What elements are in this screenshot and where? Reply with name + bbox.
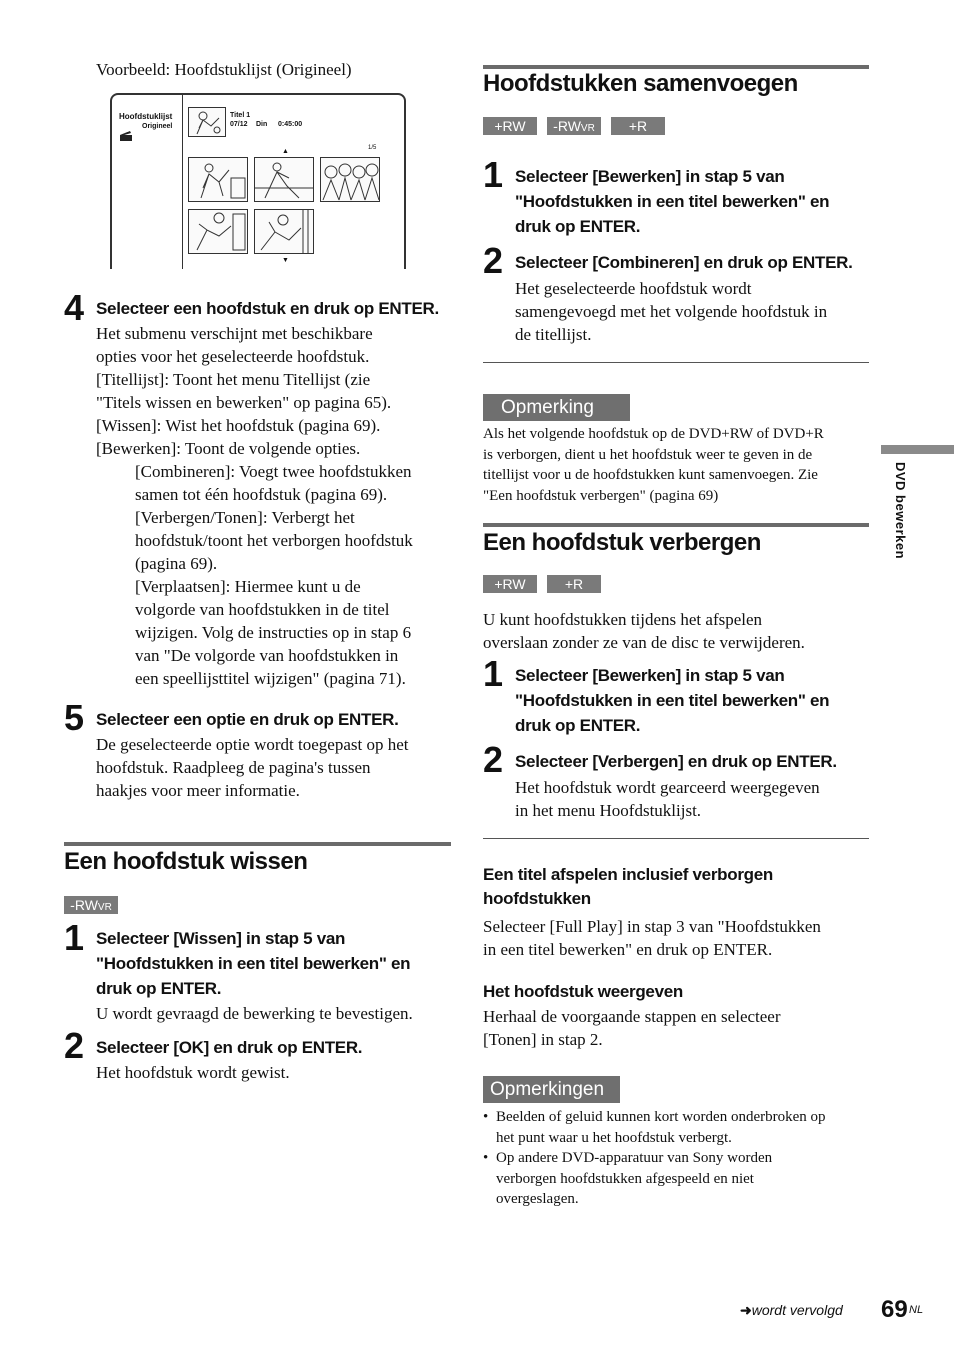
text-line: [Wissen]: Wist het hoofdstuk (pagina 69). xyxy=(96,416,381,435)
step-body xyxy=(515,277,875,346)
step-title xyxy=(96,926,410,1001)
text-line: Het submenu verschijnt met beschikbare xyxy=(96,324,373,343)
screen-subtitle: Origineel xyxy=(142,123,173,130)
text-line: volgorde van hoofdstukken in de titel xyxy=(135,600,390,619)
continued-text: wordt vervolgd xyxy=(751,1302,843,1318)
chapter-thumbnail[interactable] xyxy=(188,157,248,202)
text-line: Selecteer [Wissen] in stap 5 van xyxy=(96,929,346,948)
step-number: 1 xyxy=(483,154,504,195)
title-thumbnail[interactable] xyxy=(188,107,226,137)
text-line: (pagina 69). xyxy=(135,554,218,573)
text-line: hoofdstukken xyxy=(483,889,591,908)
text-line: Selecteer [Bewerken] in stap 5 van xyxy=(515,167,785,186)
text-line: druk op ENTER. xyxy=(515,716,641,735)
note-label: Opmerking xyxy=(483,394,630,421)
step-body: U wordt gevraagd de bewerking te bevestigen. xyxy=(96,1004,413,1023)
bullet-item xyxy=(483,1107,873,1148)
text-line: "Hoofdstukken in een titel bewerken" en xyxy=(96,954,411,973)
step-body xyxy=(515,776,875,822)
text-line: overslaan zonder ze van de disc te verwijderen. xyxy=(483,633,805,652)
note-body xyxy=(483,424,873,506)
section-heading: Hoofdstukken samenvoegen xyxy=(483,70,798,97)
text-line: [Combineren]: Voegt twee hoofdstukken xyxy=(135,462,412,481)
scroll-down-icon[interactable]: ▼ xyxy=(282,256,289,264)
disc-badge-plusr: +R xyxy=(547,575,601,593)
step-body: Het hoofdstuk wordt gewist. xyxy=(96,1063,290,1082)
text-line: samengevoegd met het volgende hoofdstuk in xyxy=(515,302,828,321)
disc-badge-plusr: +R xyxy=(611,117,665,135)
step-number: 5 xyxy=(64,697,85,738)
text-line: Beelden of geluid kunnen kort worden onderbroken op xyxy=(496,1109,826,1125)
text-line: [Bewerken]: Toont de volgende opties. xyxy=(96,439,361,458)
continued-note xyxy=(740,1302,843,1319)
text-line: Herhaal de voorgaande stappen en selecteer xyxy=(483,1007,781,1026)
section-heading: Een hoofdstuk verbergen xyxy=(483,529,761,556)
text-line: hoofdstuk. Raadpleeg de pagina's tussen xyxy=(96,758,371,777)
text-line: samen tot één hoofdstuk (pagina 69). xyxy=(135,485,388,504)
text-line: het punt waar u het hoofdstuk verbergt. xyxy=(496,1129,732,1146)
bullet-icon: • xyxy=(483,1150,489,1166)
text-line: U kunt hoofdstukken tijdens het afspelen xyxy=(483,610,763,629)
divider xyxy=(483,362,869,363)
chapter-thumbnail[interactable] xyxy=(254,157,314,202)
step-number: 1 xyxy=(64,917,85,958)
sub-body xyxy=(483,1005,873,1051)
text-line: Selecteer [Bewerken] in stap 5 van xyxy=(515,666,785,685)
step-title: Selecteer [Combineren] en druk op ENTER. xyxy=(515,253,853,272)
step-title: Selecteer een hoofdstuk en druk op ENTER. xyxy=(96,299,439,318)
badge-sub: VR xyxy=(580,123,595,134)
text-line: opties voor het geselecteerde hoofdstuk. xyxy=(96,347,370,366)
text-line: Als het volgende hoofdstuk op de DVD+RW of DVD+R xyxy=(483,426,824,442)
subheading xyxy=(483,863,773,911)
step-title: Selecteer een optie en druk op ENTER. xyxy=(96,710,399,729)
section-rule xyxy=(483,523,869,527)
side-tab xyxy=(888,462,908,582)
chapter-thumbnail[interactable] xyxy=(254,209,314,254)
text-line: druk op ENTER. xyxy=(515,217,641,236)
text-line: in een titel bewerken" en druk op ENTER. xyxy=(483,940,773,959)
text-line: Het hoofdstuk wordt gearceerd weergegeven xyxy=(515,778,820,797)
text-line: titellijst voor u de hoofdstukken kunt samenvoegen. Zie xyxy=(483,467,818,483)
edit-icon xyxy=(119,129,133,141)
text-line: [Tonen] in stap 2. xyxy=(483,1030,603,1049)
screen-title: Hoofdstuklijst xyxy=(119,112,173,121)
step-number: 2 xyxy=(483,240,504,281)
step-body xyxy=(96,733,456,802)
chapter-thumbnail[interactable] xyxy=(320,157,380,202)
side-tab-label: DVD bewerken xyxy=(893,462,908,560)
text-line: De geselecteerde optie wordt toegepast op het xyxy=(96,735,409,754)
title-name: Titel 1 xyxy=(230,112,251,119)
step-body xyxy=(96,322,456,690)
disc-badge-plusrw: +RW xyxy=(483,117,537,135)
figure-caption: Voorbeeld: Hoofdstuklijst (Origineel) xyxy=(96,60,352,79)
arrow-right-icon: ➜ xyxy=(740,1302,752,1318)
section-intro xyxy=(483,608,873,654)
section-heading: Een hoofdstuk wissen xyxy=(64,848,308,875)
badge-sub: VR xyxy=(97,902,112,913)
chapter-list-screen xyxy=(110,93,406,269)
text-line: de titellijst. xyxy=(515,325,592,344)
text-line: "Een hoofdstuk verbergen" (pagina 69) xyxy=(483,487,719,504)
text-line: Een titel afspelen inclusief verborgen xyxy=(483,865,773,884)
text-line: hoofdstuk/toont het verborgen hoofdstuk xyxy=(135,531,413,550)
step-number: 4 xyxy=(64,287,85,328)
text-line: Op andere DVD-apparatuur van Sony worden xyxy=(496,1150,773,1166)
chapter-thumbnail[interactable] xyxy=(188,209,248,254)
section-rule xyxy=(64,842,451,846)
text-line: Selecteer [Full Play] in stap 3 van "Hoofdstukken xyxy=(483,917,821,936)
subheading: Het hoofdstuk weergeven xyxy=(483,982,683,1001)
step-title xyxy=(515,663,829,738)
text-line: "Titels wissen en bewerken" op pagina 65). xyxy=(96,393,392,412)
text-line: een speellijsttitel wijzigen" (pagina 71). xyxy=(135,669,406,688)
page-lang: NL xyxy=(909,1304,924,1316)
step-title: Selecteer [Verbergen] en druk op ENTER. xyxy=(515,752,837,771)
text-line: overgeslagen. xyxy=(496,1191,579,1207)
page-number: 69 xyxy=(881,1296,908,1323)
text-line: druk op ENTER. xyxy=(96,979,222,998)
text-line: [Verplaatsen]: Hiermee kunt u de xyxy=(135,577,361,596)
title-duration: 0:45:00 xyxy=(278,121,303,128)
disc-badge-rwvr xyxy=(547,117,601,135)
indented-options xyxy=(96,460,456,690)
step-number: 2 xyxy=(64,1025,85,1066)
title-date: 07/12 xyxy=(230,121,248,128)
text-line: van "De volgorde van hoofdstukken in xyxy=(135,646,399,665)
bullet-item xyxy=(483,1148,873,1210)
scroll-up-icon[interactable]: ▲ xyxy=(282,147,289,155)
note-bullets xyxy=(483,1107,873,1210)
disc-badge-plusrw: +RW xyxy=(483,575,537,593)
text-line: wijzigen. Volg de instructies op in stap 6 xyxy=(135,623,412,642)
screen-divider xyxy=(182,95,183,269)
bullet-icon: • xyxy=(483,1109,489,1125)
step-number: 2 xyxy=(483,739,504,780)
text-line: Het geselecteerde hoofdstuk wordt xyxy=(515,279,752,298)
page-indicator: 1/5 xyxy=(368,145,377,151)
text-line: "Hoofdstukken in een titel bewerken" en xyxy=(515,192,830,211)
text-line: in het menu Hoofdstuklijst. xyxy=(515,801,702,820)
text-line: [Verbergen/Tonen]: Verbergt het xyxy=(135,508,355,527)
text-line: verborgen hoofdstukken afgespeeld en niet xyxy=(496,1170,754,1187)
text-line: haakjes voor meer informatie. xyxy=(96,781,300,800)
text-line: is verborgen, dient u het hoofdstuk weer te geven in de xyxy=(483,446,813,463)
step-number: 1 xyxy=(483,653,504,694)
divider xyxy=(483,838,869,839)
step-title xyxy=(515,164,829,239)
note-label: Opmerkingen xyxy=(483,1076,620,1103)
badge-label: -RW xyxy=(70,897,98,913)
side-tab-marker xyxy=(881,445,954,454)
badge-label: -RW xyxy=(553,118,581,134)
text-line: "Hoofdstukken in een titel bewerken" en xyxy=(515,691,830,710)
title-day: Din xyxy=(256,121,268,128)
step-title: Selecteer [OK] en druk op ENTER. xyxy=(96,1038,363,1057)
sub-body xyxy=(483,915,873,961)
text-line: [Titellijst]: Toont het menu Titellijst (zie xyxy=(96,370,371,389)
disc-badge-rwvr xyxy=(64,896,118,914)
